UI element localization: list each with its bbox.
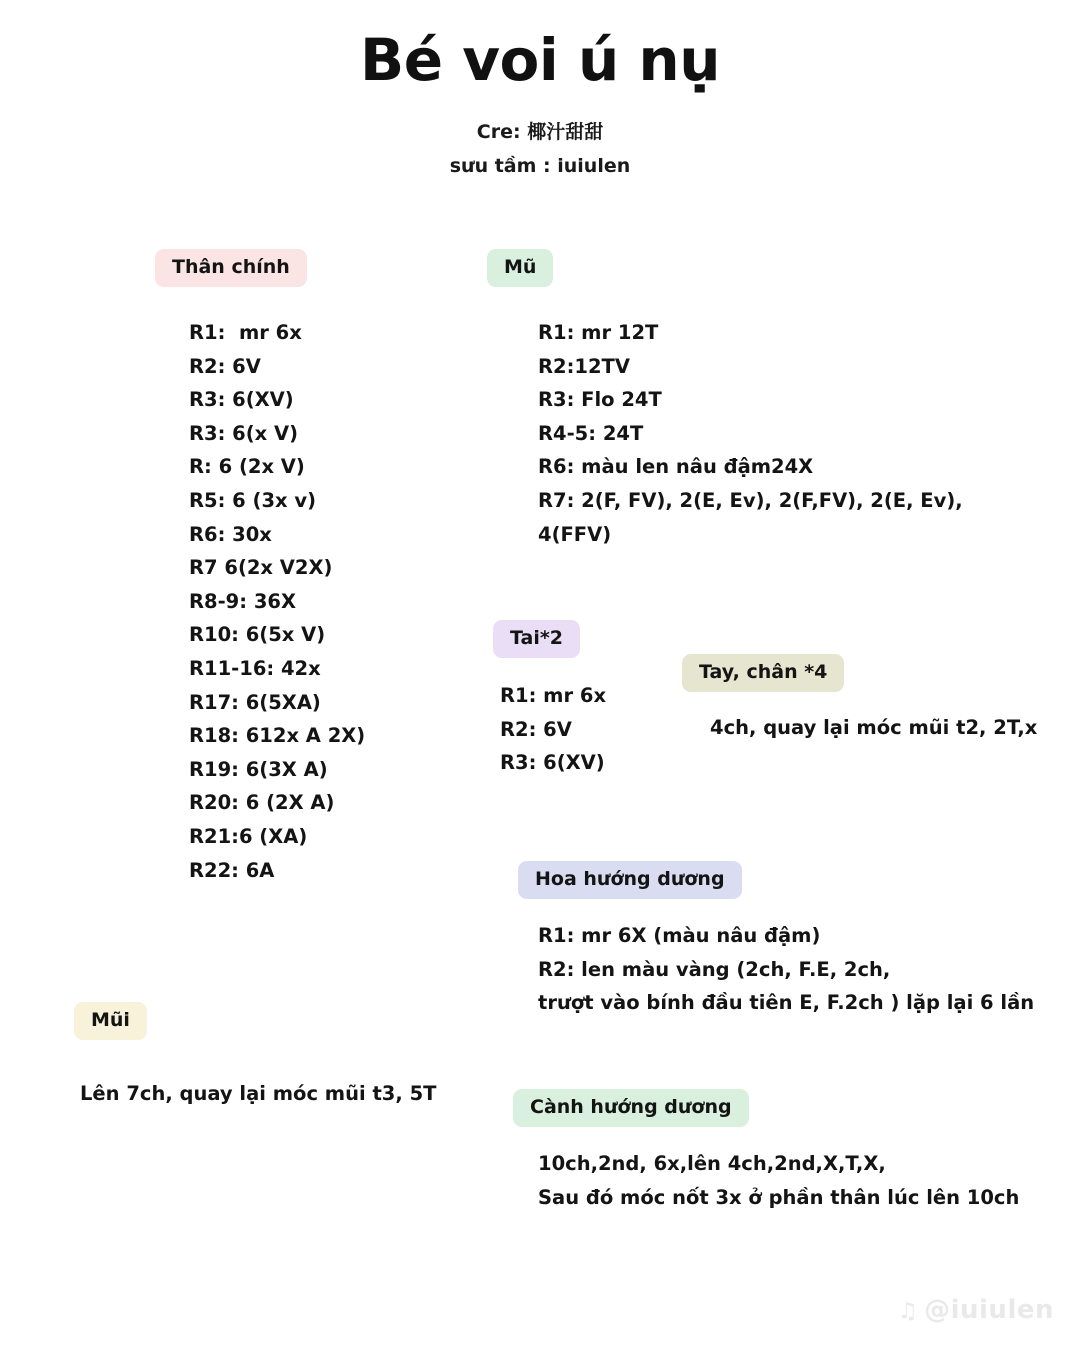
section-body-mu: R1: mr 12T R2:12TV R3: Flo 24T R4-5: 24T R6: màu len nâu đậm24X R7: 2(F, FV), 2(E, Ev), 2(F,FV), 2(E, Ev), 4(FFV) — [538, 321, 963, 546]
page-title: Bé voi ú nụ — [359, 26, 721, 94]
credit-value: 椰汁甜甜 — [527, 121, 604, 143]
watermark — [898, 1295, 1054, 1325]
section-body-canh-huong-duong: 10ch,2nd, 6x,lên 4ch,2nd,X,T,X, Sau đó móc nốt 3x ở phần thân lúc lên 10ch — [538, 1152, 1020, 1209]
section-heading-than-chinh: Thân chính — [155, 249, 307, 287]
section-body-than-chinh: R1: mr 6x R2: 6V R3: 6(XV) R3: 6(x V) R: 6 (2x V) R5: 6 (3x v) R6: 30x R7 6(2x V2X) R8-9: 36X R10: 6(5x V) R11-16: 42x R17: 6(5XA) R18: 612x A 2X) R19: 6(3X A) R20: 6 (2X A) R21:6 (XA) R22: 6A — [189, 321, 366, 882]
section-heading-tay-chan: Tay, chân *4 — [682, 654, 844, 692]
music-note-icon: ♫ — [897, 1299, 919, 1324]
section-body-mui: Lên 7ch, quay lại móc mũi t3, 5T — [80, 1082, 437, 1105]
credit-label: Cre: — [476, 121, 521, 143]
section-body-hoa-huong-duong: R1: mr 6X (màu nâu đậm) R2: len màu vàng (2ch, F.E, 2ch, trượt vào bính đầu tiên E, F.2ch ) lặp lại 6 lần — [538, 924, 1035, 1015]
credit-line — [0, 117, 1080, 144]
section-body-tay-chan: 4ch, quay lại móc mũi t2, 2T,x — [710, 716, 1038, 739]
watermark-text: @iuiulen — [924, 1295, 1054, 1325]
section-heading-mui: Mũi — [74, 1002, 147, 1040]
section-heading-hoa-huong-duong: Hoa hướng dương — [518, 861, 742, 899]
collector-line: sưu tầm : iuiulen — [449, 155, 631, 177]
section-body-tai: R1: mr 6x R2: 6V R3: 6(XV) — [500, 684, 607, 775]
section-heading-canh-huong-duong: Cành hướng dương — [513, 1089, 749, 1127]
section-heading-tai: Tai*2 — [493, 620, 580, 658]
section-heading-mu: Mũ — [487, 249, 553, 287]
